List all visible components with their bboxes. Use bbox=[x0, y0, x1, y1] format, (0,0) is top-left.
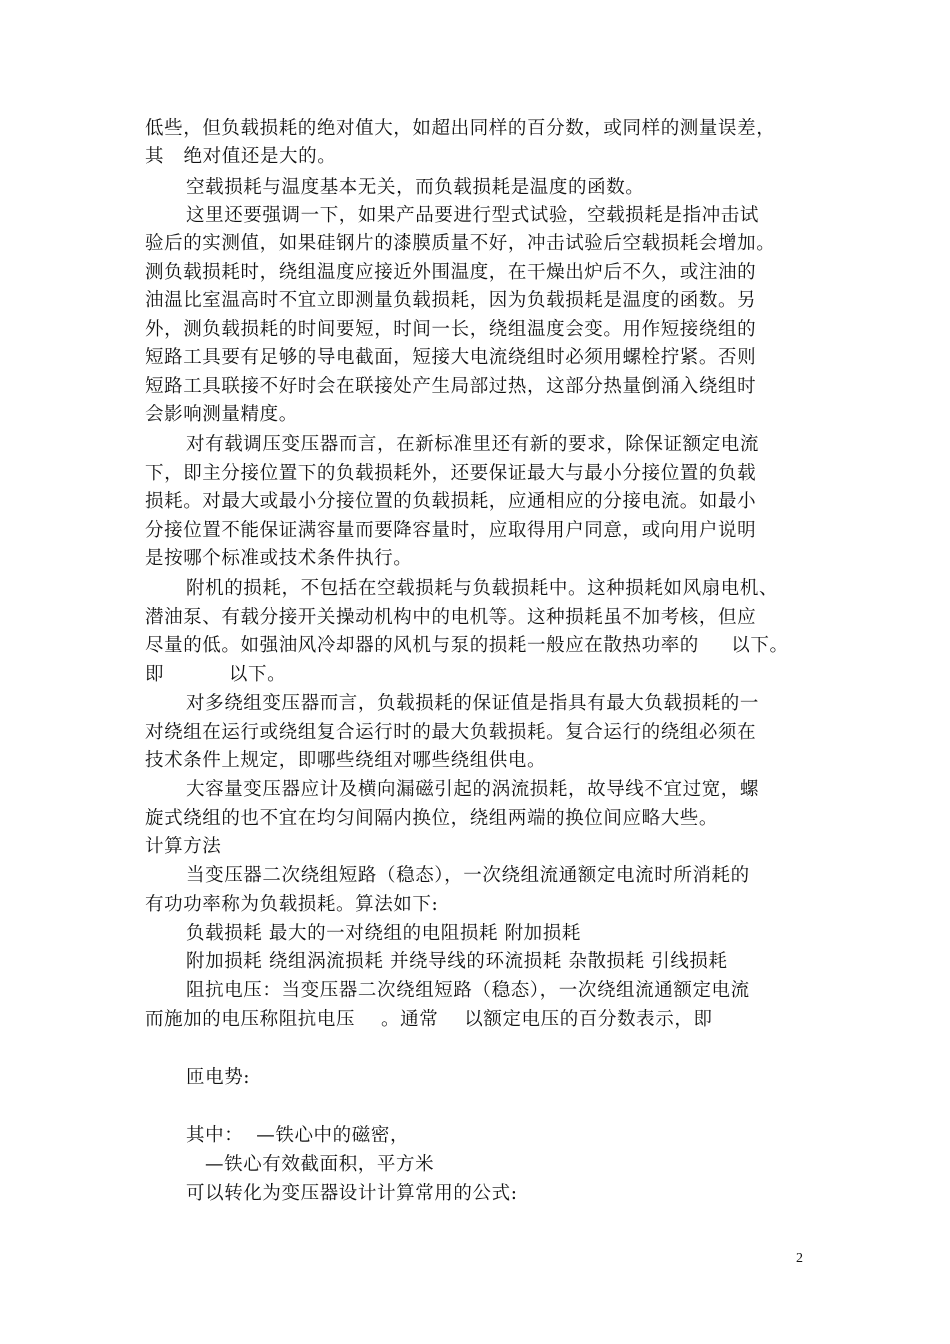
text-line: 分接位置不能保证满容量而要降容量时，应取得用户同意，或向用户说明 bbox=[145, 520, 757, 541]
text-line: 旋式绕组的也不宜在均匀间隔内换位，绕组两端的换位间应略大些。 bbox=[145, 808, 719, 829]
text-line: 技术条件上规定，即哪些绕组对哪些绕组供电。 bbox=[145, 750, 547, 771]
text-line: 短路工具联接不好时会在联接处产生局部过热，这部分热量倒涌入绕组时 bbox=[145, 376, 757, 397]
text-line: 测负载损耗时，绕组温度应接近外围温度，在干燥出炉后不久，或注油的 bbox=[145, 262, 757, 283]
text-line: 损耗。对最大或最小分接位置的负载损耗，应通相应的分接电流。如最小 bbox=[145, 491, 757, 512]
text-line: 对绕组在运行或绕组复合运行时的最大负载损耗。复合运行的绕组必须在 bbox=[145, 722, 757, 743]
text-line: 尽量的低。如强油风冷却器的风机与泵的损耗一般应在散热功率的 以下。 bbox=[145, 635, 789, 656]
page-number: 2 bbox=[796, 1251, 803, 1266]
text-line: 其中： —铁心中的磁密， bbox=[186, 1125, 410, 1146]
text-line: 短路工具要有足够的导电截面，短接大电流绕组时必须用螺栓拧紧。否则 bbox=[145, 347, 757, 368]
text-line: 空载损耗与温度基本无关，而负载损耗是温度的函数。 bbox=[186, 177, 645, 198]
formula-line: 附加损耗 绕组涡流损耗 并绕导线的环流损耗 杂散损耗 引线损耗 bbox=[186, 951, 728, 972]
text-line: 低些，但负载损耗的绝对值大，如超出同样的百分数，或同样的测量误差， bbox=[145, 118, 776, 139]
text-line: 可以转化为变压器设计计算常用的公式: bbox=[186, 1183, 518, 1204]
text-line: —铁心有效截面积，平方米 bbox=[205, 1154, 435, 1175]
text-line: 外，测负载损耗的时间要短，时间一长，绕组温度会变。用作短接绕组的 bbox=[145, 319, 757, 340]
text-line: 当变压器二次绕组短路（稳态），一次绕组流通额定电流时所消耗的 bbox=[186, 865, 750, 886]
text-line: 即 以下。 bbox=[145, 664, 287, 685]
text-line: 对多绕组变压器而言，负载损耗的保证值是指具有最大负载损耗的一 bbox=[186, 693, 760, 714]
text-line: 大容量变压器应计及横向漏磁引起的涡流损耗，故导线不宜过宽，螺 bbox=[186, 779, 760, 800]
formula-line: 负载损耗 最大的一对绕组的电阻损耗 附加损耗 bbox=[186, 923, 581, 944]
text-line: 这里还要强调一下，如果产品要进行型式试验，空载损耗是指冲击试 bbox=[186, 205, 760, 226]
text-line: 潜油泵、有载分接开关操动机构中的电机等。这种损耗虽不加考核，但应 bbox=[145, 607, 757, 628]
text-line: 阻抗电压：当变压器二次绕组短路（稳态），一次绕组流通额定电流 bbox=[186, 980, 750, 1001]
section-heading: 计算方法 bbox=[145, 836, 222, 857]
text-line: 是按哪个标准或技术条件执行。 bbox=[145, 548, 413, 569]
text-line: 附机的损耗，不包括在空载损耗与负载损耗中。这种损耗如风扇电机、 bbox=[186, 578, 779, 599]
text-line: 匝电势: bbox=[186, 1067, 251, 1088]
text-line: 其 绝对值还是大的。 bbox=[145, 146, 337, 167]
text-line: 对有载调压变压器而言，在新标准里还有新的要求，除保证额定电流 bbox=[186, 434, 760, 455]
text-line: 有功功率称为负载损耗。算法如下: bbox=[145, 894, 439, 915]
text-line: 而施加的电压称阻抗电压 。通常 以额定电压的百分数表示，即 bbox=[145, 1009, 713, 1030]
text-line: 验后的实测值，如果硅钢片的漆膜质量不好，冲击试验后空载损耗会增加。 bbox=[145, 233, 776, 254]
text-line: 下，即主分接位置下的负载损耗外，还要保证最大与最小分接位置的负载 bbox=[145, 463, 757, 484]
text-line: 油温比室温高时不宜立即测量负载损耗，因为负载损耗是温度的函数。另 bbox=[145, 290, 757, 311]
text-line: 会影响测量精度。 bbox=[145, 404, 298, 425]
